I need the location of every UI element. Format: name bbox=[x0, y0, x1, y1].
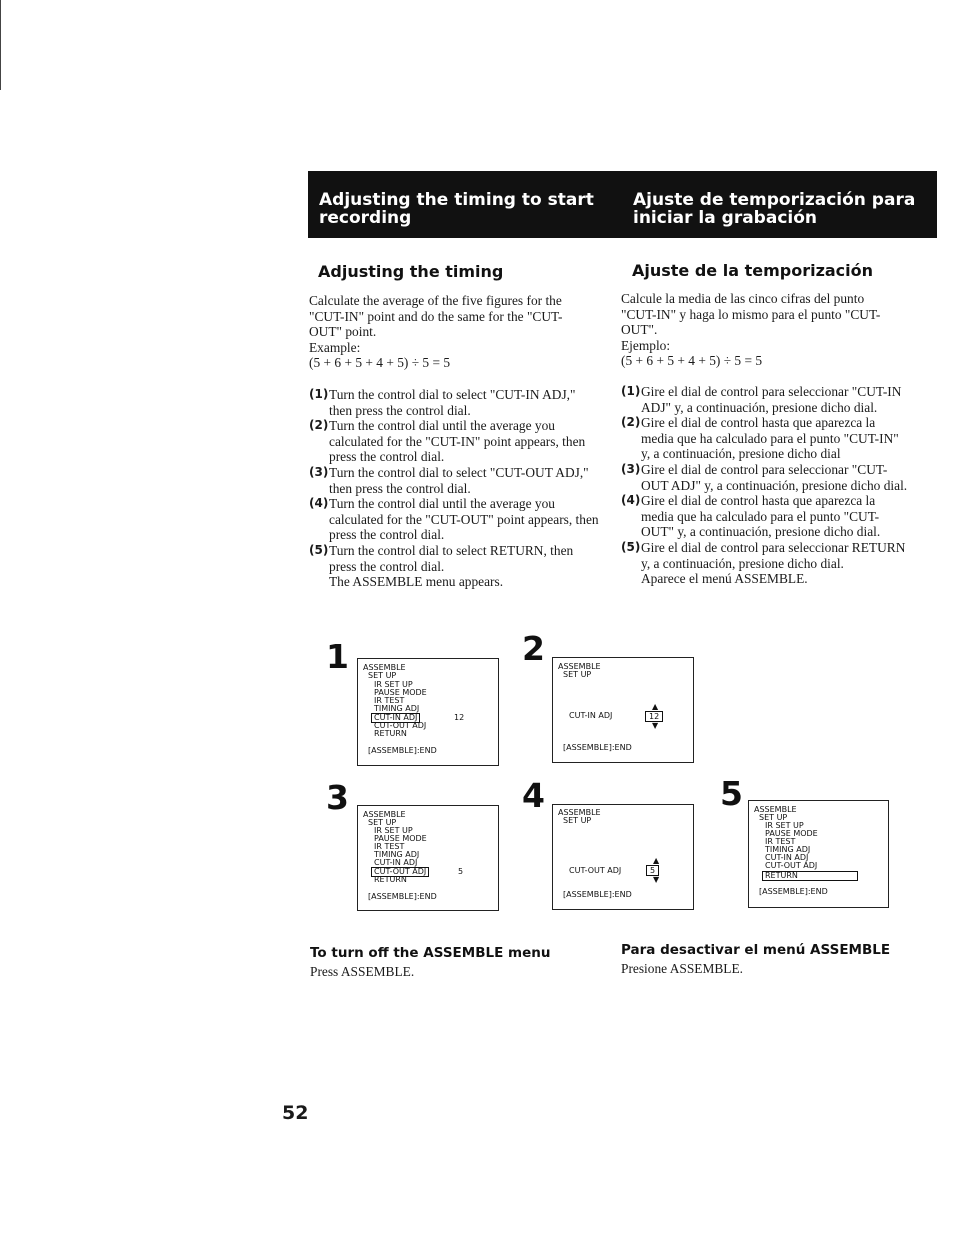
menu-value-box: 5 bbox=[646, 865, 659, 876]
step-number: (3) bbox=[309, 464, 329, 479]
step-text: Gire el dial de control para seleccionar "CUT-IN ADJ" y, a continuación, presione dicho dial. bbox=[641, 384, 902, 415]
step-number: (5) bbox=[621, 539, 641, 554]
menu-line: TIMING ADJ bbox=[374, 704, 420, 713]
menu-line: TIMING ADJ bbox=[765, 845, 811, 854]
menu-line-selected: CUT-OUT ADJ bbox=[371, 867, 429, 877]
arrow-up-icon: ▲ bbox=[652, 702, 659, 711]
menu-line: IR TEST bbox=[374, 842, 405, 851]
step-text: Gire el dial de control para seleccionar RETURN y, a continuación, presione dicho dial. bbox=[641, 539, 906, 571]
english-step bbox=[309, 543, 599, 574]
step-number: (4) bbox=[621, 493, 641, 508]
header-banner bbox=[308, 171, 937, 238]
english-intro-line: (5 + 6 + 5 + 4 + 5) ÷ 5 = 5 bbox=[309, 355, 451, 371]
spanish-after-steps: Aparece el menú ASSEMBLE. bbox=[641, 571, 808, 587]
menu-line: CUT-OUT ADJ bbox=[765, 861, 818, 870]
english-step bbox=[309, 387, 599, 418]
step-text: Turn the control dial until the average you calculated for the "CUT-IN" point appears, then press the control dial. bbox=[329, 418, 586, 465]
menu-screen-5 bbox=[748, 800, 889, 908]
step-text: Gire el dial de control para seleccionar "CUT-OUT ADJ" y, a continuación, presione dicho dial. bbox=[641, 461, 908, 493]
menu-line: TIMING ADJ bbox=[374, 850, 420, 859]
menu-line: IR SET UP bbox=[374, 680, 413, 689]
menu-item: CUT-OUT ADJ bbox=[569, 866, 622, 875]
arrow-down-icon: ▼ bbox=[653, 875, 660, 884]
spanish-turn-off-text: Presione ASSEMBLE. bbox=[621, 961, 744, 976]
spanish-step bbox=[621, 493, 911, 540]
spanish-turn-off-title: Para desactivar el menú ASSEMBLE bbox=[621, 942, 891, 958]
arrow-down-icon: ▼ bbox=[652, 721, 659, 730]
menu-line: IR TEST bbox=[765, 837, 796, 846]
menu-screen-3 bbox=[357, 805, 499, 911]
arrow-up-icon: ▲ bbox=[653, 856, 660, 865]
step-number: (2) bbox=[621, 415, 641, 430]
menu-line: SET UP bbox=[368, 671, 397, 680]
step-number: (2) bbox=[309, 418, 329, 433]
menu-line: ASSEMBLE bbox=[363, 810, 406, 819]
english-steps bbox=[309, 387, 599, 590]
menu-screen-4 bbox=[552, 804, 694, 910]
step-number: (5) bbox=[309, 542, 329, 557]
menu-line: CUT-IN ADJ bbox=[765, 853, 809, 862]
spanish-intro-line: (5 + 6 + 5 + 4 + 5) ÷ 5 = 5 bbox=[621, 353, 763, 369]
menu-value: 12 bbox=[454, 713, 465, 722]
left-edge-line bbox=[0, 0, 1, 90]
menu-footer: [ASSEMBLE]:END bbox=[368, 892, 437, 901]
spanish-step bbox=[621, 415, 911, 462]
menu-line: ASSEMBLE bbox=[558, 808, 601, 817]
spanish-step bbox=[621, 462, 911, 493]
menu-line: RETURN bbox=[374, 875, 407, 884]
step-text: Turn the control dial to select "CUT-IN ADJ," then press the control dial. bbox=[329, 387, 576, 418]
menu-line: ASSEMBLE bbox=[363, 663, 406, 672]
menu-line: SET UP bbox=[759, 813, 788, 822]
menu-line: SET UP bbox=[563, 816, 592, 825]
english-step bbox=[309, 496, 599, 543]
step-number: (1) bbox=[621, 384, 641, 398]
screen-number: 2 bbox=[522, 629, 545, 668]
spanish-step bbox=[621, 540, 911, 571]
english-intro-line: Calculate the average of the five figures for the bbox=[309, 293, 562, 308]
menu-line: ASSEMBLE bbox=[754, 805, 797, 814]
menu-line: CUT-OUT ADJ bbox=[374, 721, 427, 730]
english-intro-line: "CUT-IN" point and do the same for the "CUT- bbox=[309, 308, 563, 324]
menu-line: PAUSE MODE bbox=[374, 834, 427, 843]
menu-line: ASSEMBLE bbox=[558, 662, 601, 671]
menu-line-selected: RETURN bbox=[762, 871, 858, 881]
spanish-steps bbox=[621, 384, 911, 587]
menu-line: IR TEST bbox=[374, 696, 405, 705]
english-section-title: Adjusting the timing bbox=[318, 262, 504, 281]
english-intro-line: Example: bbox=[309, 339, 361, 355]
english-turn-off-text: Press ASSEMBLE. bbox=[310, 964, 415, 979]
english-intro bbox=[309, 293, 562, 371]
screen-number: 5 bbox=[720, 774, 743, 813]
page-number: 52 bbox=[282, 1102, 309, 1124]
screen-number: 3 bbox=[326, 778, 349, 817]
menu-screen-1 bbox=[357, 658, 499, 766]
spanish-intro-line: Calcule la media de las cinco cifras del punto bbox=[621, 291, 865, 306]
step-text: Turn the control dial until the average you calculated for the "CUT-OUT" point appears, then press the control dial. bbox=[329, 496, 599, 543]
screen-number: 4 bbox=[522, 776, 545, 815]
english-after-steps: The ASSEMBLE menu appears. bbox=[329, 574, 504, 590]
step-number: (1) bbox=[309, 387, 329, 401]
menu-value: 5 bbox=[458, 867, 464, 876]
spanish-intro-line: OUT". bbox=[621, 322, 658, 338]
step-text: Turn the control dial to select RETURN, then press the control dial. bbox=[329, 542, 574, 574]
menu-footer: [ASSEMBLE]:END bbox=[563, 743, 632, 752]
step-number: (3) bbox=[621, 461, 641, 476]
step-text: Gire el dial de control hasta que aparezca la media que ha calculado para el punto "CUT-OUT" y, a continuación, presione dicho dial. bbox=[641, 493, 881, 540]
menu-line-selected: CUT-IN ADJ bbox=[371, 713, 420, 723]
menu-footer: [ASSEMBLE]:END bbox=[759, 887, 828, 896]
step-text: Gire el dial de control hasta que aparezca la media que ha calculado para el punto "CUT-IN" y, a continuación, presione dicho dial bbox=[641, 415, 899, 462]
menu-line: RETURN bbox=[374, 729, 407, 738]
menu-screen-2 bbox=[552, 657, 694, 763]
menu-line: PAUSE MODE bbox=[765, 829, 818, 838]
menu-line: SET UP bbox=[368, 818, 397, 827]
spanish-intro-line: "CUT-IN" y haga lo mismo para el punto "CUT- bbox=[621, 306, 881, 322]
menu-item: CUT-IN ADJ bbox=[569, 711, 613, 720]
spanish-header-title: Ajuste de temporización para iniciar la grabación bbox=[633, 190, 916, 228]
menu-footer: [ASSEMBLE]:END bbox=[563, 890, 632, 899]
spanish-section-title: Ajuste de la temporización bbox=[632, 261, 874, 280]
english-intro-line: OUT" point. bbox=[309, 324, 377, 340]
menu-line: IR SET UP bbox=[374, 826, 413, 835]
menu-line: SET UP bbox=[563, 670, 592, 679]
english-step bbox=[309, 418, 599, 465]
menu-line: IR SET UP bbox=[765, 821, 804, 830]
spanish-intro bbox=[621, 291, 880, 369]
screen-number: 1 bbox=[326, 637, 349, 676]
step-number: (4) bbox=[309, 496, 329, 511]
menu-footer: [ASSEMBLE]:END bbox=[368, 746, 437, 755]
menu-line: CUT-IN ADJ bbox=[374, 858, 418, 867]
english-turn-off-title: To turn off the ASSEMBLE menu bbox=[310, 945, 551, 961]
step-text: Turn the control dial to select "CUT-OUT ADJ," then press the control dial. bbox=[329, 464, 589, 496]
menu-value-box: 12 bbox=[645, 711, 663, 722]
english-header-title: Adjusting the timing to start recording bbox=[319, 190, 594, 228]
spanish-step bbox=[621, 384, 911, 415]
menu-line: PAUSE MODE bbox=[374, 688, 427, 697]
english-step bbox=[309, 465, 599, 496]
spanish-intro-line: Ejemplo: bbox=[621, 337, 671, 353]
